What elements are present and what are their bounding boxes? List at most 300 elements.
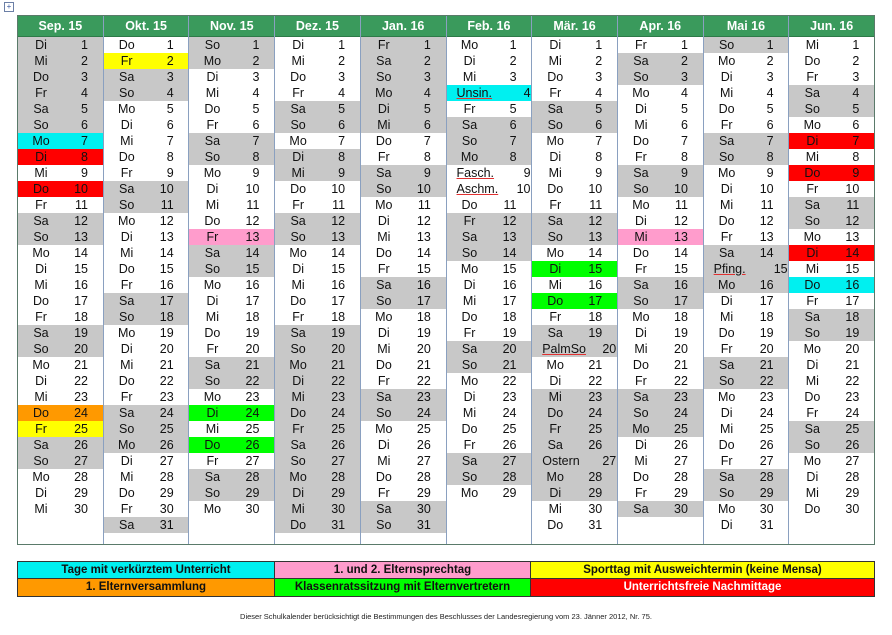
day-number: 28 bbox=[74, 470, 88, 484]
legend bbox=[17, 561, 875, 597]
day-cell bbox=[104, 421, 189, 437]
day-number: 12 bbox=[588, 214, 603, 228]
weekday-label: So bbox=[804, 102, 820, 116]
day-cell bbox=[189, 213, 274, 229]
day-number: 12 bbox=[159, 214, 174, 228]
day-cell bbox=[447, 85, 532, 101]
day-cell bbox=[18, 133, 103, 149]
weekday-label: Do bbox=[632, 470, 649, 484]
day-cell bbox=[618, 133, 703, 149]
weekday-label: Fr bbox=[463, 102, 476, 116]
day-cell bbox=[361, 37, 446, 53]
weekday-label: Di bbox=[292, 486, 305, 500]
day-cell bbox=[618, 229, 703, 245]
weekday-label: Sa bbox=[376, 278, 392, 292]
day-cell bbox=[704, 453, 789, 469]
day-number: 22 bbox=[416, 374, 431, 388]
day-cell bbox=[447, 309, 532, 325]
month-column bbox=[789, 16, 874, 544]
day-number: 8 bbox=[166, 150, 174, 164]
weekday-label: Mi bbox=[720, 422, 734, 436]
weekday-label: Mo bbox=[803, 454, 822, 468]
month-header: Apr. 16 bbox=[618, 16, 703, 37]
day-number: 11 bbox=[160, 198, 174, 212]
footnote: Dieser Schulkalender berücksichtigt die Bestimmungen des Beschlusses der Landesregierung vom 23. Jänner 2012, Nr. 75. bbox=[240, 612, 652, 621]
weekday-label: Di bbox=[35, 38, 47, 52]
weekday-label: Di bbox=[120, 118, 133, 132]
day-number: 30 bbox=[588, 502, 603, 516]
weekday-label: So bbox=[290, 230, 306, 244]
day-cell bbox=[275, 53, 360, 69]
day-number: 13 bbox=[759, 230, 774, 244]
day-number: 10 bbox=[759, 182, 774, 196]
day-number: 5 bbox=[252, 102, 260, 116]
day-cell bbox=[704, 405, 789, 421]
day-cell bbox=[104, 165, 189, 181]
weekday-label: Mi bbox=[548, 502, 562, 516]
day-cell bbox=[789, 85, 874, 101]
weekday-label: Do bbox=[33, 294, 49, 308]
day-number: 1 bbox=[595, 38, 603, 52]
weekday-label: Fr bbox=[120, 390, 133, 404]
weekday-label: Sa bbox=[376, 166, 392, 180]
day-number: 10 bbox=[159, 182, 174, 196]
weekday-label: So bbox=[633, 70, 649, 84]
day-number: 25 bbox=[331, 422, 346, 436]
day-cell bbox=[447, 197, 532, 213]
day-cell bbox=[789, 405, 874, 421]
day-cell bbox=[361, 293, 446, 309]
day-number: 13 bbox=[502, 230, 517, 244]
day-number: 20 bbox=[331, 342, 346, 356]
weekday-label: Fr bbox=[635, 38, 647, 52]
day-cell bbox=[704, 501, 789, 517]
day-cell bbox=[104, 485, 189, 501]
day-number: 27 bbox=[674, 454, 688, 468]
day-cell bbox=[361, 421, 446, 437]
day-number: 2 bbox=[509, 54, 517, 68]
weekday-label: Di bbox=[206, 294, 219, 308]
weekday-label: So bbox=[204, 486, 221, 500]
day-number: 4 bbox=[523, 86, 531, 100]
day-number: 18 bbox=[845, 310, 860, 324]
weekday-label: Do bbox=[718, 326, 735, 340]
weekday-label: So bbox=[204, 374, 221, 388]
day-cell bbox=[361, 501, 446, 517]
month-header: Jan. 16 bbox=[361, 16, 446, 37]
day-cell bbox=[361, 437, 446, 453]
legend-item: Tage mit verkürztem Unterricht bbox=[18, 562, 275, 579]
day-cell bbox=[789, 53, 874, 69]
day-cell bbox=[532, 213, 617, 229]
day-cell bbox=[361, 53, 446, 69]
weekday-label: Do bbox=[290, 294, 307, 308]
day-number: 16 bbox=[502, 278, 517, 292]
day-cell bbox=[704, 389, 789, 405]
day-number: 22 bbox=[502, 374, 517, 388]
month-header: Mai 16 bbox=[704, 16, 789, 37]
weekday-label: Mi bbox=[205, 198, 219, 212]
day-number: 17 bbox=[331, 294, 346, 308]
day-cell bbox=[618, 437, 703, 453]
day-number: 21 bbox=[416, 358, 431, 372]
weekday-label: Fr bbox=[377, 150, 390, 164]
day-number: 24 bbox=[245, 406, 260, 420]
day-cell bbox=[447, 277, 532, 293]
day-cell bbox=[275, 517, 360, 533]
weekday-label: Di bbox=[806, 134, 819, 148]
day-number: 30 bbox=[245, 502, 260, 516]
day-cell bbox=[104, 197, 189, 213]
day-number: 19 bbox=[502, 326, 517, 340]
weekday-label: Di bbox=[292, 150, 305, 164]
day-cell bbox=[789, 277, 874, 293]
day-cell bbox=[189, 501, 274, 517]
day-number: 21 bbox=[588, 358, 603, 372]
day-number: 28 bbox=[331, 470, 346, 484]
day-number: 9 bbox=[423, 166, 431, 180]
day-number: 7 bbox=[509, 134, 517, 148]
weekday-label: Mo bbox=[118, 326, 136, 340]
weekday-label: Do bbox=[204, 214, 221, 228]
weekday-label: Di bbox=[120, 342, 133, 356]
day-cell bbox=[104, 229, 189, 245]
day-number: 7 bbox=[852, 134, 860, 148]
day-cell bbox=[532, 517, 617, 533]
day-number: 21 bbox=[245, 358, 260, 372]
day-cell bbox=[789, 309, 874, 325]
weekday-label: Mo bbox=[289, 134, 307, 148]
day-cell bbox=[532, 453, 617, 469]
weekday-label: Fr bbox=[377, 38, 390, 52]
day-number: 23 bbox=[502, 390, 517, 404]
day-number: 2 bbox=[423, 54, 431, 68]
day-cell bbox=[189, 405, 274, 421]
day-cell bbox=[618, 165, 703, 181]
day-cell bbox=[618, 261, 703, 277]
day-number: 28 bbox=[674, 470, 688, 484]
day-number: 18 bbox=[159, 310, 174, 324]
month-header: Nov. 15 bbox=[189, 16, 274, 37]
day-number: 3 bbox=[252, 70, 260, 84]
weekday-label: Di bbox=[206, 182, 219, 196]
day-number: 11 bbox=[589, 198, 603, 212]
weekday-label: Di bbox=[720, 294, 733, 308]
day-number: 15 bbox=[845, 262, 860, 276]
weekday-label: Mo bbox=[289, 358, 307, 372]
day-number: 13 bbox=[74, 230, 88, 244]
day-number: 27 bbox=[845, 454, 860, 468]
day-cell bbox=[275, 37, 360, 53]
weekday-label: Fr bbox=[549, 422, 562, 436]
weekday-label: Do bbox=[632, 358, 649, 372]
weekday-label: Fr bbox=[377, 486, 390, 500]
weekday-label: Mi bbox=[205, 310, 219, 324]
month-header: Feb. 16 bbox=[447, 16, 532, 37]
weekday-label: So bbox=[718, 150, 735, 164]
day-number: 15 bbox=[159, 262, 174, 276]
day-number: 7 bbox=[766, 134, 774, 148]
day-cell bbox=[447, 229, 532, 245]
weekday-label: Mi bbox=[720, 310, 734, 324]
weekday-label: Di bbox=[463, 54, 476, 68]
weekday-label: Di bbox=[549, 38, 562, 52]
weekday-label: Do bbox=[33, 70, 49, 84]
day-cell bbox=[704, 37, 789, 53]
day-cell bbox=[275, 293, 360, 309]
day-cell bbox=[447, 261, 532, 277]
day-cell bbox=[361, 229, 446, 245]
day-cell bbox=[447, 357, 532, 373]
day-cell bbox=[104, 309, 189, 325]
day-number: 8 bbox=[423, 150, 431, 164]
day-cell bbox=[361, 149, 446, 165]
weekday-label: Mi bbox=[120, 134, 134, 148]
day-number: 9 bbox=[680, 166, 688, 180]
weekday-label: So bbox=[633, 294, 649, 308]
weekday-label: So bbox=[204, 38, 221, 52]
day-cell bbox=[704, 165, 789, 181]
weekday-label: Di bbox=[806, 358, 819, 372]
weekday-label: Mo bbox=[717, 502, 736, 516]
weekday-label: Mi bbox=[634, 230, 648, 244]
day-number: 14 bbox=[331, 246, 346, 260]
day-number: 29 bbox=[74, 486, 88, 500]
weekday-label: Mo bbox=[717, 390, 736, 404]
weekday-label: Sa bbox=[376, 502, 392, 516]
weekday-label: Fr bbox=[720, 454, 733, 468]
day-number: 27 bbox=[602, 454, 617, 468]
day-number: 5 bbox=[423, 102, 431, 116]
day-cell bbox=[104, 245, 189, 261]
weekday-label: Sa bbox=[290, 326, 306, 340]
day-cell bbox=[104, 325, 189, 341]
day-number: 11 bbox=[246, 198, 260, 212]
weekday-label: Mi bbox=[634, 454, 648, 468]
table-move-icon[interactable]: + bbox=[4, 2, 14, 12]
day-number: 26 bbox=[845, 438, 860, 452]
day-cell bbox=[361, 261, 446, 277]
day-cell bbox=[789, 389, 874, 405]
day-cell bbox=[275, 469, 360, 485]
day-cell bbox=[618, 277, 703, 293]
day-number: 7 bbox=[338, 134, 346, 148]
weekday-label: Mi bbox=[462, 70, 477, 84]
day-number: 20 bbox=[845, 342, 860, 356]
weekday-label: Mo bbox=[717, 166, 736, 180]
weekday-label: Mo bbox=[632, 422, 650, 436]
day-cell bbox=[275, 437, 360, 453]
day-number: 1 bbox=[680, 38, 688, 52]
weekday-label: Sa bbox=[119, 518, 135, 532]
day-cell bbox=[18, 357, 103, 373]
weekday-label: Do bbox=[375, 134, 392, 148]
weekday-label: So bbox=[290, 342, 306, 356]
weekday-label: Do bbox=[547, 406, 564, 420]
day-cell bbox=[704, 261, 789, 277]
weekday-label: Fr bbox=[120, 502, 133, 516]
day-number: 4 bbox=[423, 86, 431, 100]
day-number: 21 bbox=[759, 358, 774, 372]
weekday-label: Fr bbox=[720, 342, 733, 356]
day-number: 8 bbox=[595, 150, 603, 164]
weekday-label: So bbox=[547, 230, 563, 244]
day-number: 20 bbox=[674, 342, 688, 356]
day-cell bbox=[618, 293, 703, 309]
day-cell bbox=[189, 229, 274, 245]
day-number: 9 bbox=[766, 166, 774, 180]
day-cell bbox=[447, 437, 532, 453]
day-cell bbox=[789, 261, 874, 277]
weekday-label: Fr bbox=[206, 118, 219, 132]
weekday-label: So bbox=[804, 438, 820, 452]
day-cell bbox=[275, 149, 360, 165]
day-number: 22 bbox=[245, 374, 260, 388]
weekday-label: Aschm. bbox=[456, 182, 499, 196]
weekday-label: Do bbox=[804, 502, 821, 516]
day-number: 20 bbox=[159, 342, 174, 356]
weekday-label: Di bbox=[377, 102, 390, 116]
weekday-label: Sa bbox=[119, 294, 135, 308]
day-number: 31 bbox=[159, 518, 174, 532]
day-number: 2 bbox=[852, 54, 860, 68]
day-cell bbox=[532, 389, 617, 405]
day-cell bbox=[447, 181, 532, 197]
day-number: 22 bbox=[759, 374, 774, 388]
weekday-label: Fr bbox=[206, 342, 219, 356]
day-number: 24 bbox=[502, 406, 517, 420]
day-number: 3 bbox=[766, 70, 774, 84]
weekday-label: Fr bbox=[120, 54, 133, 68]
day-number: 4 bbox=[766, 86, 774, 100]
weekday-label: So bbox=[376, 182, 392, 196]
day-cell bbox=[532, 485, 617, 501]
weekday-label: Mi bbox=[548, 166, 562, 180]
weekday-label: Do bbox=[290, 70, 307, 84]
day-cell bbox=[361, 517, 446, 533]
weekday-label: Mo bbox=[32, 358, 50, 372]
day-cell bbox=[618, 213, 703, 229]
day-cell bbox=[704, 101, 789, 117]
weekday-label: Fr bbox=[292, 86, 305, 100]
day-cell bbox=[189, 453, 274, 469]
day-cell bbox=[789, 133, 874, 149]
weekday-label: Unsin. bbox=[456, 86, 492, 100]
weekday-label: Fr bbox=[720, 230, 733, 244]
weekday-label: So bbox=[461, 470, 478, 484]
day-number: 5 bbox=[509, 102, 517, 116]
day-cell bbox=[447, 485, 532, 501]
day-cell bbox=[361, 453, 446, 469]
weekday-label: Fr bbox=[206, 454, 219, 468]
day-cell bbox=[789, 149, 874, 165]
day-cell bbox=[447, 53, 532, 69]
weekday-label: Mo bbox=[460, 150, 479, 164]
weekday-label: Fr bbox=[635, 150, 647, 164]
weekday-label: Mo bbox=[460, 262, 479, 276]
day-cell bbox=[789, 485, 874, 501]
day-number: 21 bbox=[845, 358, 860, 372]
weekday-label: So bbox=[33, 342, 49, 356]
day-cell bbox=[18, 53, 103, 69]
day-cell bbox=[361, 325, 446, 341]
day-cell bbox=[532, 341, 617, 357]
weekday-label: So bbox=[718, 374, 735, 388]
weekday-label: So bbox=[376, 518, 392, 532]
day-number: 15 bbox=[588, 262, 603, 276]
day-cell bbox=[532, 117, 617, 133]
day-number: 28 bbox=[588, 470, 603, 484]
day-cell bbox=[104, 453, 189, 469]
day-cell bbox=[275, 421, 360, 437]
day-cell bbox=[447, 325, 532, 341]
month-column bbox=[618, 16, 704, 544]
weekday-label: Sa bbox=[547, 214, 563, 228]
day-number: 8 bbox=[680, 150, 688, 164]
day-number: 13 bbox=[331, 230, 346, 244]
day-cell bbox=[104, 469, 189, 485]
day-number: 25 bbox=[245, 422, 260, 436]
weekday-label: Mo bbox=[546, 134, 564, 148]
weekday-label: Fr bbox=[120, 166, 133, 180]
day-number: 7 bbox=[595, 134, 603, 148]
day-number: 17 bbox=[588, 294, 603, 308]
day-cell bbox=[104, 293, 189, 309]
day-number: 30 bbox=[845, 502, 860, 516]
month-column bbox=[532, 16, 618, 544]
month-column bbox=[189, 16, 275, 544]
weekday-label: Sa bbox=[718, 358, 735, 372]
day-number: 14 bbox=[159, 246, 174, 260]
day-cell bbox=[361, 357, 446, 373]
weekday-label: Sa bbox=[547, 438, 563, 452]
weekday-label: So bbox=[290, 454, 306, 468]
weekday-label: Sa bbox=[547, 326, 563, 340]
weekday-label: Mi bbox=[377, 342, 391, 356]
weekday-label: Di bbox=[377, 326, 390, 340]
day-number: 7 bbox=[81, 134, 88, 148]
day-number: 23 bbox=[674, 390, 688, 404]
day-cell bbox=[532, 261, 617, 277]
day-number: 22 bbox=[74, 374, 88, 388]
day-number: 6 bbox=[81, 118, 88, 132]
weekday-label: Fr bbox=[292, 422, 305, 436]
weekday-label: Sa bbox=[633, 278, 649, 292]
weekday-label: Mi bbox=[34, 278, 48, 292]
day-number: 14 bbox=[416, 246, 431, 260]
day-number: 23 bbox=[245, 390, 260, 404]
day-number: 1 bbox=[81, 38, 88, 52]
day-cell bbox=[18, 101, 103, 117]
day-cell bbox=[532, 325, 617, 341]
day-number: 6 bbox=[595, 118, 603, 132]
day-cell bbox=[104, 517, 189, 533]
day-cell bbox=[361, 101, 446, 117]
day-cell bbox=[618, 373, 703, 389]
weekday-label: Do bbox=[718, 102, 735, 116]
weekday-label: Mo bbox=[203, 390, 222, 404]
day-number: 10 bbox=[674, 182, 688, 196]
day-cell bbox=[532, 373, 617, 389]
day-cell bbox=[618, 197, 703, 213]
day-number: 6 bbox=[680, 118, 688, 132]
day-cell bbox=[275, 261, 360, 277]
day-number: 20 bbox=[416, 342, 431, 356]
day-cell bbox=[532, 293, 617, 309]
day-number: 19 bbox=[159, 326, 174, 340]
weekday-label: Mo bbox=[717, 54, 736, 68]
weekday-label: Di bbox=[35, 374, 47, 388]
